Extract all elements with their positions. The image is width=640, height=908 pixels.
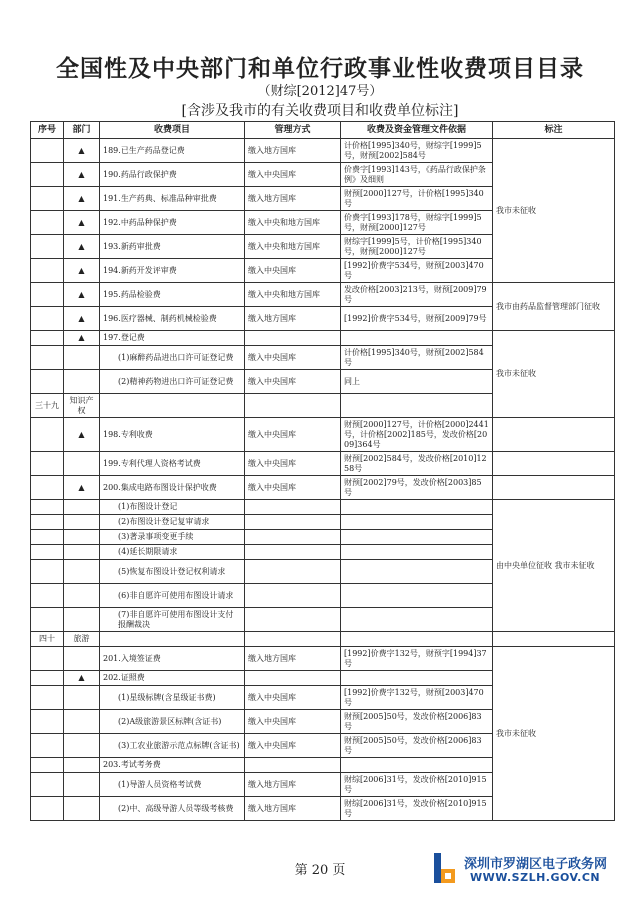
cell-seq bbox=[31, 758, 64, 773]
cell-seq bbox=[31, 584, 64, 608]
table-row bbox=[31, 632, 615, 647]
cell-mgmt: 缴入地方国库 bbox=[245, 647, 341, 671]
cell-item: 201.入境签证费 bbox=[100, 647, 245, 671]
cell-seq bbox=[31, 418, 64, 452]
column-header-remark: 标注 bbox=[493, 122, 615, 139]
cell-seq bbox=[31, 530, 64, 545]
cell-seq bbox=[31, 710, 64, 734]
cell-item: 191.生产药典、标准品种审批费 bbox=[100, 187, 245, 211]
cell-mgmt: 缴入中央和地方国库 bbox=[245, 211, 341, 235]
cell-item: 197.登记费 bbox=[100, 331, 245, 346]
page-number: 第 20 页 bbox=[294, 863, 346, 878]
cell-dept bbox=[64, 560, 100, 584]
cell-dept: ▲ bbox=[64, 187, 100, 211]
cell-mgmt: 缴入中央国库 bbox=[245, 418, 341, 452]
column-header-basis: 收费及资金管理文件依据 bbox=[341, 122, 493, 139]
cell-mgmt: 缴入中央国库 bbox=[245, 346, 341, 370]
cell-dept: ▲ bbox=[64, 139, 100, 163]
cell-item: 195.药品检验费 bbox=[100, 283, 245, 307]
logo-icon bbox=[432, 851, 458, 887]
cell-basis: 财综[2006]31号，发改价格[2010]915号 bbox=[341, 773, 493, 797]
cell-basis bbox=[341, 758, 493, 773]
cell-item: (3)工农业旅游示范点标牌(含证书) bbox=[100, 734, 245, 758]
table-body bbox=[31, 139, 615, 821]
cell-basis bbox=[341, 545, 493, 560]
table-row bbox=[31, 331, 615, 346]
cell-seq bbox=[31, 500, 64, 515]
cell-dept: ▲ bbox=[64, 331, 100, 346]
cell-seq bbox=[31, 773, 64, 797]
cell-basis bbox=[341, 632, 493, 647]
cell-seq bbox=[31, 686, 64, 710]
cell-dept bbox=[64, 686, 100, 710]
cell-basis bbox=[341, 515, 493, 530]
cell-item: (4)延长期限请求 bbox=[100, 545, 245, 560]
cell-item: 202.证照费 bbox=[100, 671, 245, 686]
cell-mgmt bbox=[245, 515, 341, 530]
cell-basis: 财综字[1999]5号，计价格[1995]340号，财预[2000]127号 bbox=[341, 235, 493, 259]
cell-item: 196.医疗器械、制药机械检验费 bbox=[100, 307, 245, 331]
table-row bbox=[31, 139, 615, 163]
cell-dept bbox=[64, 452, 100, 476]
table-row bbox=[31, 283, 615, 307]
cell-basis: [1992]价费字132号，财预字[1994]37号 bbox=[341, 647, 493, 671]
cell-basis bbox=[341, 608, 493, 632]
cell-item: (1)导游人员资格考试费 bbox=[100, 773, 245, 797]
cell-dept bbox=[64, 530, 100, 545]
cell-item: 203.考试考务费 bbox=[100, 758, 245, 773]
cell-mgmt bbox=[245, 671, 341, 686]
cell-seq bbox=[31, 476, 64, 500]
column-header-mgmt: 管理方式 bbox=[245, 122, 341, 139]
cell-seq bbox=[31, 139, 64, 163]
cell-basis: 财预[2005]50号，发改价格[2006]83号 bbox=[341, 734, 493, 758]
cell-dept bbox=[64, 545, 100, 560]
cell-dept bbox=[64, 773, 100, 797]
cell-remark: 由中央单位征收 我市未征收 bbox=[493, 500, 615, 632]
cell-remark-empty bbox=[493, 418, 615, 452]
cell-mgmt bbox=[245, 530, 341, 545]
column-header-dept: 部门 bbox=[64, 122, 100, 139]
cell-mgmt: 缴入中央国库 bbox=[245, 476, 341, 500]
cell-dept: ▲ bbox=[64, 163, 100, 187]
cell-mgmt bbox=[245, 500, 341, 515]
cell-item bbox=[100, 632, 245, 647]
cell-remark: 我市未征收 bbox=[493, 647, 615, 821]
cell-basis: 财预[2000]127号，计价格[1995]340号 bbox=[341, 187, 493, 211]
cell-item: (1)布图设计登记 bbox=[100, 500, 245, 515]
cell-seq bbox=[31, 734, 64, 758]
cell-seq bbox=[31, 608, 64, 632]
cell-mgmt: 缴入中央和地方国库 bbox=[245, 235, 341, 259]
cell-seq bbox=[31, 560, 64, 584]
cell-item: 189.已生产药品登记费 bbox=[100, 139, 245, 163]
table-header-row bbox=[31, 122, 615, 139]
cell-basis: [1992]价费字534号，财预[2003]470号 bbox=[341, 259, 493, 283]
cell-dept: 知识产权 bbox=[64, 394, 100, 418]
cell-dept bbox=[64, 608, 100, 632]
cell-dept: ▲ bbox=[64, 476, 100, 500]
cell-dept: ▲ bbox=[64, 418, 100, 452]
cell-dept: ▲ bbox=[64, 235, 100, 259]
cell-basis bbox=[341, 394, 493, 418]
cell-dept bbox=[64, 515, 100, 530]
table-row bbox=[31, 418, 615, 452]
cell-seq bbox=[31, 163, 64, 187]
cell-seq bbox=[31, 331, 64, 346]
watermark-site-name: 深圳市罗湖区电子政务网 bbox=[464, 857, 608, 872]
cell-basis bbox=[341, 560, 493, 584]
column-header-seq: 序号 bbox=[31, 122, 64, 139]
cell-dept: ▲ bbox=[64, 259, 100, 283]
fee-table bbox=[30, 121, 615, 821]
cell-mgmt: 缴入中央国库 bbox=[245, 734, 341, 758]
cell-basis: 发改价格[2003]213号，财预[2009]79号 bbox=[341, 283, 493, 307]
cell-dept bbox=[64, 346, 100, 370]
cell-item: 199.专利代理人资格考试费 bbox=[100, 452, 245, 476]
cell-dept: ▲ bbox=[64, 211, 100, 235]
cell-mgmt: 缴入地方国库 bbox=[245, 773, 341, 797]
cell-remark: 我市未征收 bbox=[493, 139, 615, 283]
cell-seq bbox=[31, 235, 64, 259]
table-row bbox=[31, 476, 615, 500]
cell-seq bbox=[31, 370, 64, 394]
cell-item: (2)布图设计登记复审请求 bbox=[100, 515, 245, 530]
document-subtitle: （财综[2012]47号） bbox=[257, 84, 383, 99]
cell-mgmt: 缴入地方国库 bbox=[245, 797, 341, 821]
table-row bbox=[31, 647, 615, 671]
cell-item: (1)麻醉药品进出口许可证登记费 bbox=[100, 346, 245, 370]
cell-mgmt: 缴入中央国库 bbox=[245, 452, 341, 476]
cell-item: (3)著录事项变更手续 bbox=[100, 530, 245, 545]
cell-item: (2)中、高级导游人员等级考核费 bbox=[100, 797, 245, 821]
cell-seq bbox=[31, 515, 64, 530]
cell-basis: 计价格[1995]340号，财综字[1999]5号，财预[2002]584号 bbox=[341, 139, 493, 163]
cell-seq bbox=[31, 211, 64, 235]
cell-dept: ▲ bbox=[64, 307, 100, 331]
cell-mgmt bbox=[245, 608, 341, 632]
cell-seq bbox=[31, 647, 64, 671]
cell-basis bbox=[341, 500, 493, 515]
cell-dept bbox=[64, 647, 100, 671]
cell-dept: 旅游 bbox=[64, 632, 100, 647]
cell-dept bbox=[64, 584, 100, 608]
cell-mgmt bbox=[245, 632, 341, 647]
cell-item bbox=[100, 394, 245, 418]
cell-dept: ▲ bbox=[64, 283, 100, 307]
cell-basis: 财预[2005]50号，发改价格[2006]83号 bbox=[341, 710, 493, 734]
cell-remark: 我市未征收 bbox=[493, 331, 615, 418]
cell-basis: 同上 bbox=[341, 370, 493, 394]
cell-item: (7)非自愿许可使用布图设计支付报酬裁决 bbox=[100, 608, 245, 632]
cell-item: (5)恢复布图设计登记权利请求 bbox=[100, 560, 245, 584]
cell-item: 194.新药开发评审费 bbox=[100, 259, 245, 283]
cell-item: 192.中药品种保护费 bbox=[100, 211, 245, 235]
cell-basis bbox=[341, 584, 493, 608]
cell-basis: 价费字[1993]143号，《药品行政保护条例》及细则 bbox=[341, 163, 493, 187]
cell-basis bbox=[341, 530, 493, 545]
cell-item: 198.专利收费 bbox=[100, 418, 245, 452]
cell-mgmt: 缴入中央国库 bbox=[245, 686, 341, 710]
cell-mgmt bbox=[245, 394, 341, 418]
cell-basis: [1992]价费字534号，财预[2009]79号 bbox=[341, 307, 493, 331]
cell-basis: 财预[2002]584号，发改价格[2010]1258号 bbox=[341, 452, 493, 476]
cell-mgmt: 缴入地方国库 bbox=[245, 307, 341, 331]
cell-seq bbox=[31, 307, 64, 331]
cell-mgmt: 缴入中央国库 bbox=[245, 163, 341, 187]
cell-item: 193.新药审批费 bbox=[100, 235, 245, 259]
watermark-site-url: WWW.SZLH.GOV.CN bbox=[470, 871, 601, 884]
cell-seq bbox=[31, 283, 64, 307]
column-header-item: 收费项目 bbox=[100, 122, 245, 139]
cell-dept bbox=[64, 500, 100, 515]
cell-seq: 四十 bbox=[31, 632, 64, 647]
cell-basis: [1992]价费字132号，财预[2003]470号 bbox=[341, 686, 493, 710]
cell-seq: 三十九 bbox=[31, 394, 64, 418]
cell-seq bbox=[31, 671, 64, 686]
cell-seq bbox=[31, 545, 64, 560]
cell-remark-empty bbox=[493, 476, 615, 500]
cell-remark-empty bbox=[493, 452, 615, 476]
table-row bbox=[31, 500, 615, 515]
cell-mgmt bbox=[245, 584, 341, 608]
cell-mgmt: 缴入中央国库 bbox=[245, 259, 341, 283]
cell-basis: 价费字[1993]178号，财综字[1999]5号，财预[2000]127号 bbox=[341, 211, 493, 235]
cell-mgmt: 缴入中央国库 bbox=[245, 370, 341, 394]
cell-basis: 计价格[1995]340号，财预[2002]584号 bbox=[341, 346, 493, 370]
cell-item: (1)星级标牌(含星级证书费) bbox=[100, 686, 245, 710]
watermark bbox=[432, 851, 632, 891]
cell-item: 190.药品行政保护费 bbox=[100, 163, 245, 187]
cell-seq bbox=[31, 187, 64, 211]
cell-mgmt bbox=[245, 331, 341, 346]
cell-basis: 财综[2006]31号，发改价格[2010]915号 bbox=[341, 797, 493, 821]
cell-seq bbox=[31, 797, 64, 821]
cell-basis: 财预[2002]79号，发改价格[2003]85号 bbox=[341, 476, 493, 500]
cell-dept bbox=[64, 797, 100, 821]
cell-seq bbox=[31, 452, 64, 476]
cell-item: (2)A级旅游景区标牌(含证书) bbox=[100, 710, 245, 734]
cell-basis bbox=[341, 671, 493, 686]
cell-mgmt: 缴入地方国库 bbox=[245, 187, 341, 211]
cell-dept bbox=[64, 370, 100, 394]
cell-dept bbox=[64, 710, 100, 734]
cell-mgmt bbox=[245, 758, 341, 773]
cell-mgmt: 缴入地方国库 bbox=[245, 139, 341, 163]
cell-item: (2)精神药物进出口许可证登记费 bbox=[100, 370, 245, 394]
cell-mgmt bbox=[245, 560, 341, 584]
cell-remark-empty bbox=[493, 632, 615, 647]
document-note: [含涉及我市的有关收费项目和收费单位标注] bbox=[181, 103, 459, 119]
cell-remark: 我市由药品监督管理部门征收 bbox=[493, 283, 615, 331]
cell-mgmt bbox=[245, 545, 341, 560]
cell-item: (6)非自愿许可使用布图设计请求 bbox=[100, 584, 245, 608]
document-title: 全国性及中央部门和单位行政事业性收费项目目录 bbox=[56, 56, 584, 82]
cell-basis: 财预[2000]127号，计价格[2000]2441号，计价格[2002]185号，发改价格[2009]364号 bbox=[341, 418, 493, 452]
cell-basis bbox=[341, 331, 493, 346]
cell-mgmt: 缴入中央和地方国库 bbox=[245, 283, 341, 307]
cell-seq bbox=[31, 346, 64, 370]
cell-seq bbox=[31, 259, 64, 283]
cell-dept: ▲ bbox=[64, 671, 100, 686]
cell-mgmt: 缴入中央国库 bbox=[245, 710, 341, 734]
cell-dept bbox=[64, 734, 100, 758]
cell-dept bbox=[64, 758, 100, 773]
table-row bbox=[31, 452, 615, 476]
cell-item: 200.集成电路布图设计保护收费 bbox=[100, 476, 245, 500]
